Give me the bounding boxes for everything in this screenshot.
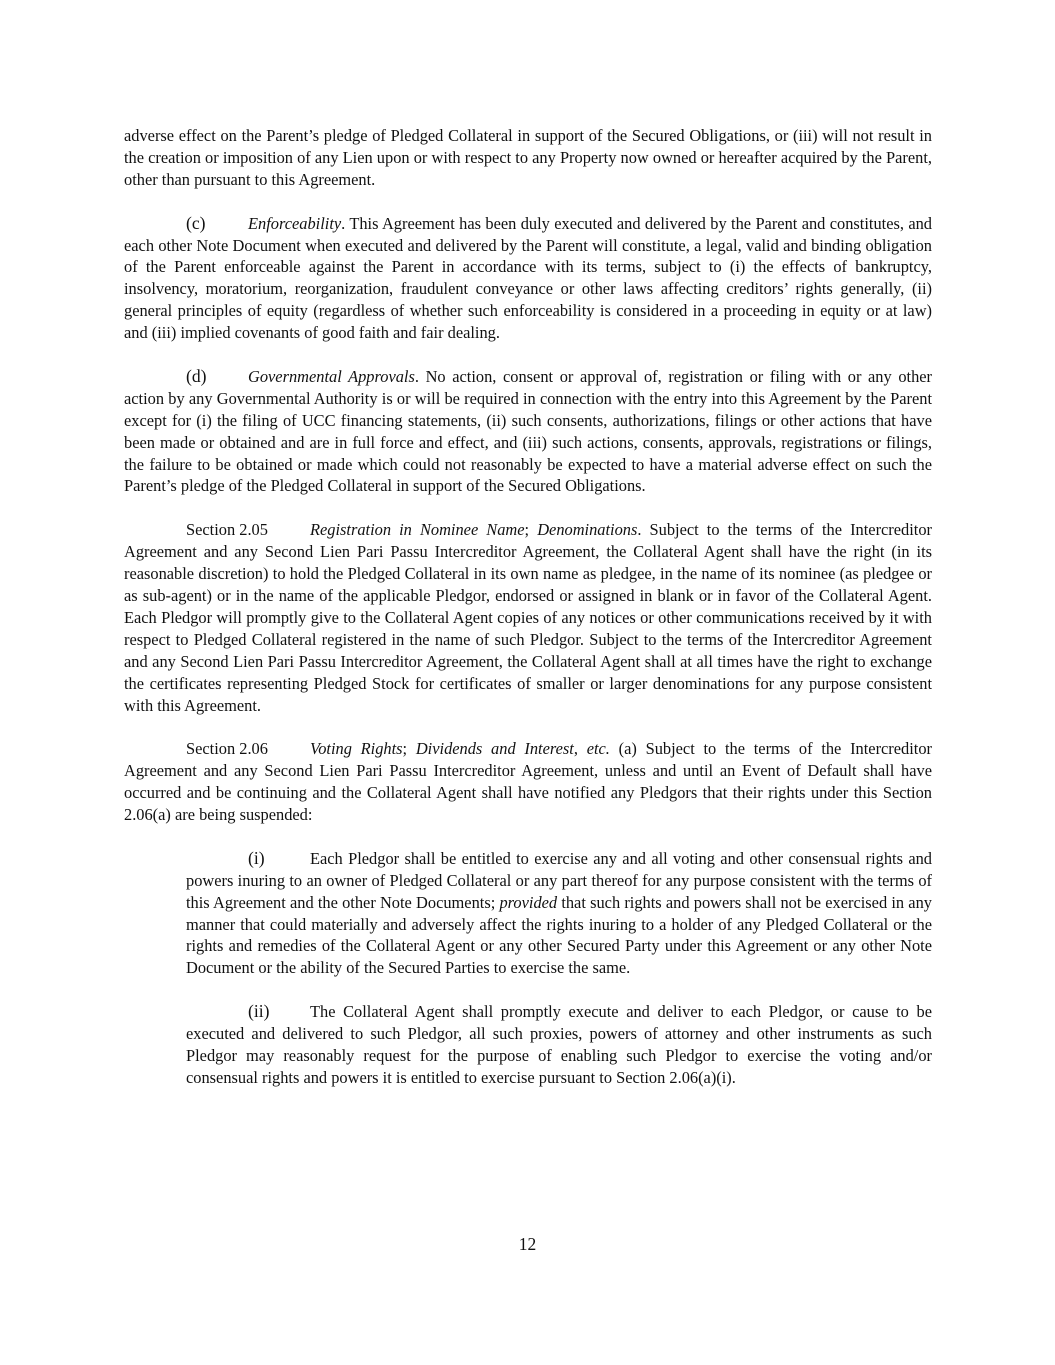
subparagraph-body: Each Pledgor shall be entitled to exercise any and all voting and other consensual rights and powers inuring to an owner of Pledged Collateral or any part thereof for any purpose consistent with the terms of this Agreement and the other Note Documents;	[186, 848, 932, 912]
continuation-paragraph: adverse effect on the Parent’s pledge of Pledged Collateral in support of the Secured Obligations, or (iii) will not result in the creation or imposition of any Lien upon or with respect to any Property now owned or hereafter acquired by the Parent, other than pursuant to this Agreement.	[124, 126, 932, 189]
page-number: 12	[518, 1234, 537, 1254]
subparagraph-body: The Collateral Agent shall promptly execute and deliver to each Pledgor, or cause to be executed and delivered to such Pledgor, all such proxies, powers of attorney and other instruments as such Pledgor may reasonably request for the purpose of enabling such Pledgor to exercise the voting and/or consensual rights and powers it is entitled to exercise pursuant to Section 2.06(a)(i).	[186, 1002, 932, 1087]
subparagraph-emphasis: provided	[499, 892, 558, 912]
section-number: Section 2.06	[186, 739, 268, 759]
section-number: Section 2.05	[186, 520, 268, 540]
paragraph-c-enforceability	[124, 213, 932, 344]
paragraph-number: (d)	[186, 365, 207, 386]
paragraph-heading: Enforceability	[248, 213, 342, 233]
subparagraph-number: (i)	[248, 847, 265, 868]
section-body: (a) Subject to the terms of the Intercreditor Agreement and any Second Lien Pari Passu Intercreditor Agreement, unless and until an Event of Default shall have occurred and be continuing and the Collateral Agent shall have notified any Pledgors that their rights under this Section 2.06(a) are being suspended:	[124, 739, 932, 825]
paragraph-number: (c)	[186, 212, 206, 233]
section-heading-part: Dividends and Interest	[415, 739, 574, 759]
subparagraph-i	[186, 848, 932, 979]
section-heading-part: Denominations	[537, 520, 638, 540]
heading-separator: ;	[524, 520, 530, 540]
section-2-05	[124, 519, 932, 716]
section-2-06	[124, 738, 932, 826]
heading-separator: ,	[573, 739, 578, 759]
paragraph-d-governmental-approvals	[124, 366, 932, 497]
paragraph-body: . No action, consent or approval of, registration or filing with or any other action by any Governmental Authority is or will be required in connection with the entry into this Agreement by the Parent except for (i) the filing of UCC financing statements, (ii) such consents, authorizations, filings or other actions that have been made or obtained and are in full force and effect, and (iii) such actions, consents, approvals, registrations or filings, the failure to be obtained or made which could not reasonably be expected to have a material adverse effect on such the Parent’s pledge of the Pledged Collateral in support of the Secured Obligations.	[124, 366, 933, 496]
paragraph-body: . This Agreement has been duly executed and delivered by the Parent and constitutes, and each other Note Document when executed and delivered by the Parent will constitute, a legal, valid and binding obligation of the Parent enforceable against the Parent in accordance with its terms, subject to (i) the effects of bankruptcy, insolvency, moratorium, reorganization, fraudulent conveyance or other laws affecting creditors’ rights generally, (ii) general principles of equity (regardless of whether such enforceability is considered in a proceeding in equity or at law) and (iii) implied covenants of good faith and fair dealing.	[124, 213, 932, 343]
section-heading-part: etc.	[586, 739, 610, 759]
document-page	[124, 125, 932, 1089]
subparagraph-body: that such rights and powers shall not be exercised in any manner that could materially and adversely affect the rights inuring to a holder of any Pledged Collateral or the rights and remedies of the Collateral Agent or any other Secured Party under this Agreement or any other Note Document or the ability of the Secured Parties to exercise the same.	[186, 892, 932, 978]
section-heading-part: Registration in Nominee Name	[310, 520, 525, 540]
section-body: . Subject to the terms of the Intercreditor Agreement and any Second Lien Pari Passu Intercreditor Agreement, the Collateral Agent shall have the right (in its reasonable discretion) to hold the Pledged Collateral in its own name as pledgee, in the name of its nominee (as pledgee or as sub-agent) or in the name of the applicable Pledgor, endorsed or assigned in blank or in favor of the Collateral Agent. Each Pledgor will promptly give to the Collateral Agent copies of any notices or other communications received by it with respect to Pledged Collateral registered in the name of such Pledgor. Subject to the terms of the Intercreditor Agreement and any Second Lien Pari Passu Intercreditor Agreement, the Collateral Agent shall at all times have the right to exchange the certificates representing Pledged Stock for certificates of smaller or larger denominations for any purpose consistent with this Agreement.	[124, 520, 932, 715]
subparagraph-number: (ii)	[248, 1001, 270, 1022]
paragraph-heading: Governmental Approvals	[248, 366, 415, 386]
section-heading-part: Voting Rights	[310, 739, 403, 759]
subparagraph-ii	[186, 1001, 932, 1089]
heading-separator: ;	[402, 739, 408, 759]
